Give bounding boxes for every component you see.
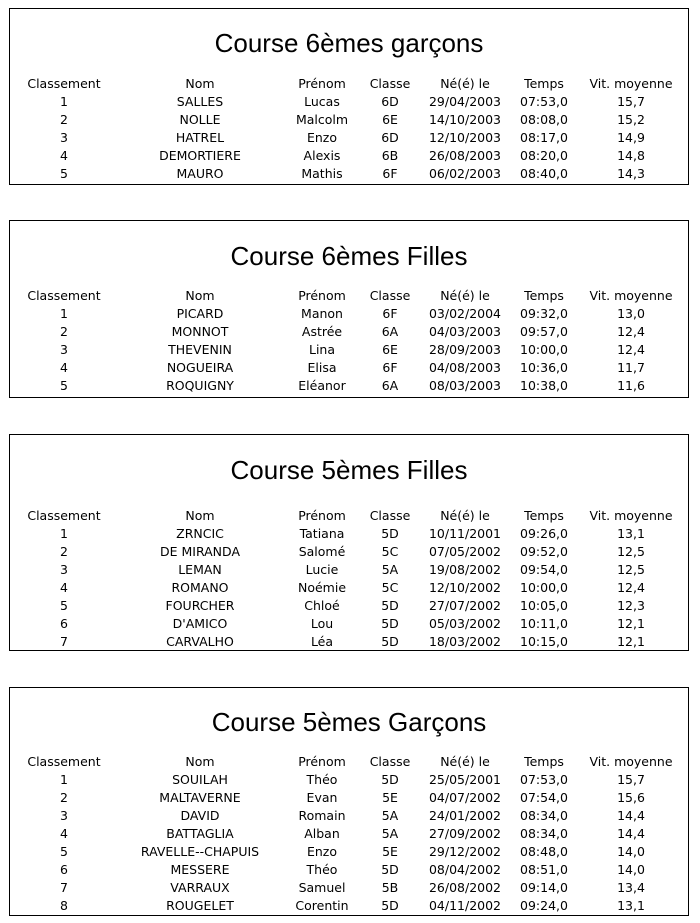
cell-prenom: Astrée <box>301 324 343 339</box>
cell-vitesse: 13,4 <box>617 880 645 895</box>
cell-temps: 09:14,0 <box>520 880 568 895</box>
cell-vitesse: 14,4 <box>617 808 645 823</box>
table-row <box>10 543 688 561</box>
cell-rank: 2 <box>60 112 68 127</box>
cell-date: 29/04/2003 <box>428 94 502 109</box>
cell-rank: 5 <box>60 166 68 181</box>
cell-classe: 6E <box>382 342 398 357</box>
cell-classe: 5C <box>381 580 399 595</box>
cell-temps: 09:32,0 <box>520 306 568 321</box>
cell-prenom: Léa <box>310 634 334 649</box>
cell-date: 29/12/2002 <box>428 844 502 859</box>
cell-classe: 5A <box>381 808 399 823</box>
cell-date: 05/03/2002 <box>428 616 502 631</box>
cell-temps: 10:05,0 <box>520 598 568 613</box>
cell-vitesse: 14,0 <box>617 862 645 877</box>
cell-rank: 6 <box>60 862 68 877</box>
table-row <box>10 561 688 579</box>
cell-classe: 5A <box>381 562 399 577</box>
cell-prenom: Lina <box>308 342 336 357</box>
cell-rank: 6 <box>60 616 68 631</box>
header-ne-le: Né(é) le <box>440 754 490 769</box>
cell-vitesse: 12,4 <box>617 324 645 339</box>
header-classement: Classement <box>27 754 101 769</box>
header-ne-le: Né(é) le <box>440 76 490 91</box>
cell-vitesse: 12,1 <box>617 616 645 631</box>
cell-rank: 1 <box>60 94 68 109</box>
header-temps: Temps <box>524 76 564 91</box>
cell-prenom: Enzo <box>306 130 338 145</box>
table-row <box>10 359 688 377</box>
cell-nom: CARVALHO <box>166 634 234 649</box>
table-row <box>10 879 688 897</box>
cell-nom: NOLLE <box>179 112 221 127</box>
cell-date: 06/02/2003 <box>428 166 502 181</box>
header-classe: Classe <box>369 76 411 91</box>
cell-rank: 4 <box>60 580 68 595</box>
cell-vitesse: 14,4 <box>617 826 645 841</box>
cell-vitesse: 15,7 <box>617 94 645 109</box>
cell-prenom: Lucas <box>304 94 340 109</box>
table-header <box>10 287 688 305</box>
table-header <box>10 75 688 93</box>
header-prenom: Prénom <box>298 508 346 523</box>
cell-nom: MALTAVERNE <box>159 790 241 805</box>
header-classement: Classement <box>27 288 101 303</box>
header-nom: Nom <box>185 288 215 303</box>
cell-prenom: Noémie <box>297 580 347 595</box>
cell-classe: 5C <box>381 544 399 559</box>
cell-prenom: Evan <box>306 790 338 805</box>
header-classe: Classe <box>369 508 411 523</box>
table-row <box>10 305 688 323</box>
header-prenom: Prénom <box>298 288 346 303</box>
results-panel-5e-garcons <box>9 687 689 916</box>
table-row <box>10 579 688 597</box>
cell-vitesse: 12,5 <box>617 544 645 559</box>
table-row <box>10 597 688 615</box>
cell-rank: 7 <box>60 880 68 895</box>
cell-prenom: Manon <box>301 306 343 321</box>
header-nom: Nom <box>185 76 215 91</box>
table-header <box>10 507 688 525</box>
cell-rank: 5 <box>60 844 68 859</box>
cell-vitesse: 14,8 <box>617 148 645 163</box>
cell-temps: 10:00,0 <box>520 580 568 595</box>
table-row <box>10 633 688 651</box>
cell-vitesse: 11,7 <box>617 360 645 375</box>
section-title: Course 5èmes Garçons <box>211 707 487 737</box>
table-row <box>10 93 688 111</box>
cell-date: 08/04/2002 <box>428 862 502 877</box>
cell-date: 18/03/2002 <box>428 634 502 649</box>
cell-date: 08/03/2003 <box>428 378 502 393</box>
cell-nom: VARRAUX <box>170 880 230 895</box>
cell-vitesse: 12,5 <box>617 562 645 577</box>
section-title: Course 5èmes Filles <box>230 455 468 485</box>
cell-nom: ZRNCIC <box>176 526 224 541</box>
table-row <box>10 341 688 359</box>
cell-temps: 10:15,0 <box>520 634 568 649</box>
cell-prenom: Alban <box>304 826 340 841</box>
table-row <box>10 615 688 633</box>
cell-rank: 8 <box>60 898 68 913</box>
cell-nom: THEVENIN <box>168 342 232 357</box>
header-temps: Temps <box>524 288 564 303</box>
cell-date: 04/11/2002 <box>428 898 502 913</box>
cell-classe: 5D <box>381 526 399 541</box>
cell-vitesse: 14,3 <box>617 166 645 181</box>
cell-date: 12/10/2002 <box>428 580 502 595</box>
cell-classe: 5D <box>381 898 399 913</box>
cell-nom: ROUGELET <box>166 898 234 913</box>
header-classe: Classe <box>369 288 411 303</box>
cell-rank: 2 <box>60 324 68 339</box>
cell-vitesse: 12,4 <box>617 342 645 357</box>
table-row <box>10 807 688 825</box>
cell-date: 26/08/2002 <box>428 880 502 895</box>
cell-prenom: Lucie <box>305 562 339 577</box>
cell-classe: 6A <box>381 324 399 339</box>
header-ne-le: Né(é) le <box>440 288 490 303</box>
header-classement: Classement <box>27 76 101 91</box>
cell-date: 26/08/2003 <box>428 148 502 163</box>
cell-classe: 5D <box>381 634 399 649</box>
table-row <box>10 897 688 915</box>
section-title: Course 6èmes garçons <box>214 28 484 58</box>
cell-rank: 2 <box>60 544 68 559</box>
results-table <box>10 75 688 183</box>
cell-classe: 5D <box>381 598 399 613</box>
cell-prenom: Malcolm <box>295 112 349 127</box>
cell-classe: 6F <box>382 306 398 321</box>
cell-classe: 6D <box>381 130 399 145</box>
header-temps: Temps <box>524 508 564 523</box>
cell-temps: 10:36,0 <box>520 360 568 375</box>
cell-rank: 3 <box>60 342 68 357</box>
cell-vitesse: 14,0 <box>617 844 645 859</box>
cell-rank: 1 <box>60 306 68 321</box>
cell-nom: HATREL <box>175 130 225 145</box>
cell-nom: ROQUIGNY <box>166 378 234 393</box>
cell-rank: 4 <box>60 360 68 375</box>
cell-date: 27/07/2002 <box>428 598 502 613</box>
cell-classe: 5E <box>382 844 398 859</box>
cell-prenom: Alexis <box>303 148 341 163</box>
cell-date: 12/10/2003 <box>428 130 502 145</box>
cell-temps: 08:17,0 <box>520 130 568 145</box>
cell-prenom: Romain <box>298 808 346 823</box>
header-classement: Classement <box>27 508 101 523</box>
cell-vitesse: 13,1 <box>617 898 645 913</box>
header-temps: Temps <box>524 754 564 769</box>
cell-prenom: Samuel <box>298 880 346 895</box>
results-panel-6e-filles <box>9 220 689 398</box>
cell-classe: 6F <box>382 166 398 181</box>
cell-vitesse: 15,6 <box>617 790 645 805</box>
cell-rank: 1 <box>60 772 68 787</box>
cell-nom: SALLES <box>176 94 224 109</box>
cell-rank: 5 <box>60 598 68 613</box>
cell-nom: FOURCHER <box>165 598 235 613</box>
cell-vitesse: 13,0 <box>617 306 645 321</box>
table-header <box>10 753 688 771</box>
cell-nom: DAVID <box>180 808 220 823</box>
cell-nom: ROMANO <box>171 580 229 595</box>
table-row <box>10 825 688 843</box>
cell-rank: 5 <box>60 378 68 393</box>
cell-classe: 5A <box>381 826 399 841</box>
section-title: Course 6èmes Filles <box>230 241 468 271</box>
cell-date: 24/01/2002 <box>428 808 502 823</box>
cell-temps: 09:24,0 <box>520 898 568 913</box>
cell-nom: BATTAGLIA <box>166 826 234 841</box>
cell-prenom: Enzo <box>306 844 338 859</box>
cell-nom: MONNOT <box>171 324 229 339</box>
results-table <box>10 753 688 915</box>
cell-vitesse: 15,7 <box>617 772 645 787</box>
cell-temps: 08:48,0 <box>520 844 568 859</box>
cell-date: 28/09/2003 <box>428 342 502 357</box>
cell-prenom: Lou <box>310 616 334 631</box>
header-nom: Nom <box>185 754 215 769</box>
cell-temps: 08:40,0 <box>520 166 568 181</box>
header-ne-le: Né(é) le <box>440 508 490 523</box>
cell-classe: 5B <box>381 880 399 895</box>
cell-temps: 07:53,0 <box>520 94 568 109</box>
cell-temps: 07:54,0 <box>520 790 568 805</box>
cell-temps: 09:54,0 <box>520 562 568 577</box>
header-classe: Classe <box>369 754 411 769</box>
table-row <box>10 525 688 543</box>
cell-classe: 6F <box>382 360 398 375</box>
cell-nom: MAURO <box>176 166 224 181</box>
cell-nom: D'AMICO <box>172 616 228 631</box>
cell-prenom: Théo <box>306 862 338 877</box>
cell-classe: 5E <box>382 790 398 805</box>
cell-nom: DEMORTIERE <box>159 148 241 163</box>
cell-prenom: Tatiana <box>299 526 345 541</box>
results-panel-6e-garcons <box>9 8 689 185</box>
cell-temps: 09:26,0 <box>520 526 568 541</box>
results-table <box>10 287 688 395</box>
cell-nom: DE MIRANDA <box>159 544 240 559</box>
cell-nom: NOGUEIRA <box>166 360 234 375</box>
cell-date: 03/02/2004 <box>428 306 502 321</box>
cell-vitesse: 11,6 <box>617 378 645 393</box>
cell-date: 27/09/2002 <box>428 826 502 841</box>
cell-temps: 10:11,0 <box>520 616 568 631</box>
cell-nom: LEMAN <box>178 562 222 577</box>
cell-rank: 4 <box>60 148 68 163</box>
header-vitesse: Vit. moyenne <box>589 76 673 91</box>
cell-vitesse: 14,9 <box>617 130 645 145</box>
cell-temps: 09:52,0 <box>520 544 568 559</box>
cell-date: 04/03/2003 <box>428 324 502 339</box>
cell-nom: RAVELLE--CHAPUIS <box>140 844 260 859</box>
cell-prenom: Théo <box>306 772 338 787</box>
cell-date: 25/05/2001 <box>428 772 502 787</box>
header-nom: Nom <box>185 508 215 523</box>
cell-nom: PICARD <box>176 306 224 321</box>
cell-temps: 08:08,0 <box>520 112 568 127</box>
cell-nom: SOUILAH <box>172 772 228 787</box>
cell-vitesse: 13,1 <box>617 526 645 541</box>
cell-temps: 07:53,0 <box>520 772 568 787</box>
cell-rank: 3 <box>60 130 68 145</box>
cell-classe: 5D <box>381 616 399 631</box>
header-vitesse: Vit. moyenne <box>589 754 673 769</box>
cell-classe: 6E <box>382 112 398 127</box>
results-table <box>10 507 688 651</box>
cell-nom: MESSERE <box>170 862 230 877</box>
cell-vitesse: 12,4 <box>617 580 645 595</box>
table-row <box>10 789 688 807</box>
cell-prenom: Salomé <box>298 544 346 559</box>
cell-rank: 3 <box>60 562 68 577</box>
cell-prenom: Corentin <box>295 898 349 913</box>
cell-date: 07/05/2002 <box>428 544 502 559</box>
cell-prenom: Mathis <box>301 166 343 181</box>
cell-prenom: Elisa <box>307 360 337 375</box>
table-row <box>10 861 688 879</box>
cell-prenom: Eléanor <box>298 378 346 393</box>
cell-temps: 08:51,0 <box>520 862 568 877</box>
cell-date: 04/07/2002 <box>428 790 502 805</box>
cell-classe: 6D <box>381 94 399 109</box>
header-vitesse: Vit. moyenne <box>589 508 673 523</box>
cell-temps: 08:34,0 <box>520 808 568 823</box>
cell-classe: 6A <box>381 378 399 393</box>
cell-date: 04/08/2003 <box>428 360 502 375</box>
cell-rank: 2 <box>60 790 68 805</box>
table-row <box>10 843 688 861</box>
table-row <box>10 771 688 789</box>
table-row <box>10 165 688 183</box>
table-row <box>10 147 688 165</box>
cell-classe: 5D <box>381 862 399 877</box>
table-row <box>10 323 688 341</box>
header-prenom: Prénom <box>298 754 346 769</box>
cell-vitesse: 12,1 <box>617 634 645 649</box>
cell-temps: 10:38,0 <box>520 378 568 393</box>
cell-prenom: Chloé <box>304 598 340 613</box>
header-vitesse: Vit. moyenne <box>589 288 673 303</box>
header-prenom: Prénom <box>298 76 346 91</box>
cell-classe: 6B <box>381 148 399 163</box>
cell-date: 10/11/2001 <box>428 526 502 541</box>
cell-rank: 4 <box>60 826 68 841</box>
results-panel-5e-filles <box>9 434 689 651</box>
cell-vitesse: 12,3 <box>617 598 645 613</box>
cell-date: 14/10/2003 <box>428 112 502 127</box>
cell-vitesse: 15,2 <box>617 112 645 127</box>
cell-rank: 1 <box>60 526 68 541</box>
cell-date: 19/08/2002 <box>428 562 502 577</box>
table-row <box>10 111 688 129</box>
cell-temps: 09:57,0 <box>520 324 568 339</box>
cell-temps: 10:00,0 <box>520 342 568 357</box>
table-row <box>10 129 688 147</box>
cell-temps: 08:34,0 <box>520 826 568 841</box>
cell-rank: 7 <box>60 634 68 649</box>
table-row <box>10 377 688 395</box>
cell-rank: 3 <box>60 808 68 823</box>
cell-temps: 08:20,0 <box>520 148 568 163</box>
cell-classe: 5D <box>381 772 399 787</box>
